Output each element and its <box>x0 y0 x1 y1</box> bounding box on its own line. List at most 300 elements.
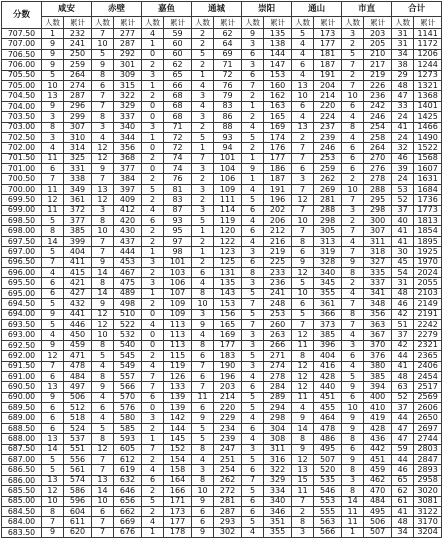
score-header: 分数 <box>2 2 42 29</box>
score-cell: 693.50 <box>2 319 42 329</box>
count-cell: 8 <box>242 267 264 277</box>
cumulative-cell: 574 <box>64 475 92 485</box>
count-cell: 48 <box>392 80 414 90</box>
count-cell: 12 <box>292 371 314 381</box>
cumulative-cell: 341 <box>364 288 392 298</box>
cumulative-cell: 203 <box>364 29 392 39</box>
cumulative-cell: 119 <box>214 216 242 226</box>
cumulative-cell: 206 <box>264 216 292 226</box>
cumulative-cell: 177 <box>314 39 342 49</box>
cumulative-cell: 298 <box>264 413 292 423</box>
cumulative-cell: 305 <box>314 226 342 236</box>
count-cell: 9 <box>42 527 64 537</box>
cumulative-cell: 428 <box>364 423 392 433</box>
count-cell: 2 <box>142 299 164 309</box>
cumulative-cell: 113 <box>164 330 192 340</box>
count-cell: 8 <box>292 351 314 361</box>
table-row <box>2 101 442 111</box>
cumulative-cell: 288 <box>314 205 342 215</box>
table-row <box>2 288 442 298</box>
cumulative-cell: 301 <box>114 60 142 70</box>
cumulative-cell: 72 <box>164 132 192 142</box>
score-cell: 703.00 <box>2 122 42 132</box>
count-cell: 38 <box>392 60 414 70</box>
cumulative-cell: 416 <box>314 361 342 371</box>
cumulative-cell: 315 <box>114 80 142 90</box>
score-cell: 707.00 <box>2 39 42 49</box>
count-subheader: 人数 <box>92 17 114 29</box>
cumulative-cell: 412 <box>114 205 142 215</box>
cumulative-cell: 253 <box>314 153 342 163</box>
cumulative-cell: 169 <box>264 122 292 132</box>
count-cell: 13 <box>292 465 314 475</box>
count-cell: 4 <box>242 434 264 444</box>
count-cell: 40 <box>392 216 414 226</box>
cumulative-cell: 366 <box>314 309 342 319</box>
count-cell: 3 <box>242 278 264 288</box>
cumulative-cell: 133 <box>164 382 192 392</box>
score-cell: 707.50 <box>2 29 42 39</box>
table-row <box>2 278 442 288</box>
cumulative-cell: 176 <box>264 143 292 153</box>
cumulative-cell: 298 <box>364 205 392 215</box>
count-cell: 3 <box>192 205 214 215</box>
table-header <box>2 2 442 29</box>
cumulative-cell: 142 <box>164 413 192 423</box>
count-subheader: 人数 <box>392 17 414 29</box>
score-cell: 699.00 <box>2 205 42 215</box>
cumulative-cell: 309 <box>114 70 142 80</box>
cumulative-cell: 270 <box>364 153 392 163</box>
cumulative-cell: 2569 <box>414 392 442 402</box>
cumulative-cell: 214 <box>214 392 242 402</box>
cumulative-cell: 430 <box>114 226 142 236</box>
count-cell: 3 <box>42 112 64 122</box>
cumulative-cell: 308 <box>264 434 292 444</box>
cumulative-cell: 376 <box>364 351 392 361</box>
count-cell: 6 <box>42 288 64 298</box>
cumulative-cell: 1490 <box>414 132 442 142</box>
cumulative-cell: 144 <box>264 49 292 59</box>
cumulative-cell: 329 <box>264 475 292 485</box>
cumulative-cell: 281 <box>314 195 342 205</box>
cumulative-cell: 143 <box>214 288 242 298</box>
count-cell: 4 <box>242 122 264 132</box>
score-cell: 688.00 <box>2 434 42 444</box>
cumulative-cell: 203 <box>214 382 242 392</box>
score-cell: 703.50 <box>2 112 42 122</box>
count-cell: 4 <box>142 319 164 329</box>
table-row <box>2 299 442 309</box>
count-cell: 9 <box>292 413 314 423</box>
count-cell: 6 <box>242 49 264 59</box>
count-cell: 0 <box>142 164 164 174</box>
score-cell: 686.00 <box>2 475 42 485</box>
count-cell: 6 <box>292 60 314 70</box>
cumulative-cell: 258 <box>364 132 392 142</box>
cumulative-cell: 66 <box>164 80 192 90</box>
cumulative-cell: 236 <box>364 91 392 101</box>
count-cell: 0 <box>142 49 164 59</box>
cumulative-cell: 459 <box>64 340 92 350</box>
cumulative-cell: 299 <box>64 112 92 122</box>
count-cell: 4 <box>192 278 214 288</box>
cumulative-cell: 216 <box>264 236 292 246</box>
count-cell: 1 <box>242 153 264 163</box>
count-cell: 30 <box>392 247 414 257</box>
cumulative-cell: 260 <box>264 319 292 329</box>
cumulative-cell: 2321 <box>414 340 442 350</box>
cumulative-cell: 68 <box>164 91 192 101</box>
cumulative-cell: 363 <box>364 319 392 329</box>
count-cell: 11 <box>342 517 364 527</box>
table-row <box>2 49 442 59</box>
score-cell: 687.00 <box>2 455 42 465</box>
cumulative-cell: 1522 <box>414 143 442 153</box>
count-cell: 7 <box>142 371 164 381</box>
cumulative-cell: 2242 <box>414 319 442 329</box>
cumulative-cell: 147 <box>264 60 292 70</box>
score-cell: 685.50 <box>2 486 42 496</box>
table-row <box>2 371 442 381</box>
cumulative-cell: 632 <box>114 475 142 485</box>
count-cell: 3 <box>192 164 214 174</box>
cumulative-cell: 173 <box>314 29 342 39</box>
cumulative-cell: 233 <box>264 267 292 277</box>
table-row <box>2 195 442 205</box>
cumulative-cell: 462 <box>364 475 392 485</box>
cumulative-cell: 397 <box>114 184 142 194</box>
count-cell: 7 <box>242 475 264 485</box>
cumulative-cell: 546 <box>314 486 342 496</box>
cumulative-cell: 340 <box>314 267 342 277</box>
count-cell: 46 <box>392 465 414 475</box>
count-cell: 24 <box>392 112 414 122</box>
count-cell: 6 <box>142 475 164 485</box>
table-row <box>2 330 442 340</box>
count-cell: 10 <box>342 184 364 194</box>
cumulative-cell: 119 <box>164 361 192 371</box>
count-cell: 7 <box>292 143 314 153</box>
cumulative-cell: 247 <box>214 444 242 454</box>
score-cell: 700.50 <box>2 174 42 184</box>
cumulative-cell: 293 <box>214 517 242 527</box>
count-cell: 13 <box>92 475 114 485</box>
cumulative-cell: 2024 <box>414 267 442 277</box>
cumulative-cell: 400 <box>364 392 392 402</box>
count-cell: 2 <box>142 91 164 101</box>
count-cell: 5 <box>92 351 114 361</box>
cumulative-cell: 284 <box>264 382 292 392</box>
header-row-subheaders <box>2 17 442 29</box>
count-cell: 41 <box>392 361 414 371</box>
cumulative-cell: 345 <box>314 278 342 288</box>
count-cell: 10 <box>92 330 114 340</box>
count-cell: 4 <box>192 80 214 90</box>
cumulative-cell: 106 <box>164 278 192 288</box>
cumulative-cell: 2406 <box>414 361 442 371</box>
count-cell: 5 <box>42 216 64 226</box>
table-row <box>2 319 442 329</box>
cumulative-cell: 302 <box>214 527 242 537</box>
count-cell: 6 <box>342 153 364 163</box>
count-cell: 3 <box>142 413 164 423</box>
count-cell: 5 <box>192 216 214 226</box>
cumulative-cell: 68 <box>164 112 192 122</box>
cumulative-cell: 1368 <box>414 91 442 101</box>
cumulative-cell: 2191 <box>414 309 442 319</box>
cumulative-cell: 177 <box>164 517 192 527</box>
score-cell: 704.50 <box>2 91 42 101</box>
cumulative-cell: 676 <box>114 527 142 537</box>
cumulative-cell: 331 <box>64 164 92 174</box>
table-row <box>2 39 442 49</box>
cumulative-cell: 328 <box>314 257 342 267</box>
score-cell: 699.50 <box>2 195 42 205</box>
cumulative-cell: 111 <box>214 195 242 205</box>
count-cell: 5 <box>242 132 264 142</box>
cumulative-cell: 580 <box>114 413 142 423</box>
count-cell: 4 <box>142 205 164 215</box>
count-cell: 6 <box>192 371 214 381</box>
count-cell: 7 <box>92 517 114 527</box>
cumulative-cell: 2744 <box>414 434 442 444</box>
count-cell: 5 <box>42 70 64 80</box>
cumulative-cell: 604 <box>64 506 92 516</box>
cumulative-cell: 307 <box>364 226 392 236</box>
score-cell: 686.50 <box>2 465 42 475</box>
cumulative-cell: 646 <box>114 486 142 496</box>
count-cell: 6 <box>242 226 264 236</box>
count-cell: 7 <box>42 517 64 527</box>
cumulative-cell: 453 <box>114 257 142 267</box>
cumulative-cell: 113 <box>164 319 192 329</box>
count-cell: 8 <box>292 517 314 527</box>
count-cell: 8 <box>92 112 114 122</box>
count-cell: 3 <box>242 247 264 257</box>
count-cell: 0 <box>142 112 164 122</box>
count-cell: 4 <box>342 330 364 340</box>
count-cell: 48 <box>392 371 414 381</box>
count-cell: 5 <box>92 49 114 59</box>
cumulative-cell: 158 <box>164 465 192 475</box>
cumulative-cell: 1244 <box>414 60 442 70</box>
count-cell: 4 <box>142 361 164 371</box>
score-cell: 691.50 <box>2 361 42 371</box>
count-cell: 6 <box>192 506 214 516</box>
count-cell: 6 <box>42 423 64 433</box>
score-cell: 694.50 <box>2 299 42 309</box>
count-cell: 1 <box>192 143 214 153</box>
table-row <box>2 361 442 371</box>
count-subheader: 人数 <box>292 17 314 29</box>
count-cell: 11 <box>342 506 364 516</box>
count-subheader: 人数 <box>342 17 364 29</box>
cumulative-cell: 486 <box>314 434 342 444</box>
region-header: 通山 <box>292 2 342 17</box>
cumulative-cell: 296 <box>64 101 92 111</box>
cumulative-cell: 612 <box>114 455 142 465</box>
count-cell: 6 <box>92 506 114 516</box>
table-row <box>2 132 442 142</box>
count-cell: 3 <box>42 132 64 142</box>
count-cell: 1 <box>142 132 164 142</box>
cumulative-cell: 69 <box>214 49 242 59</box>
cumulative-cell: 109 <box>164 299 192 309</box>
cumulative-cell: 120 <box>214 226 242 236</box>
cumulative-cell: 470 <box>364 486 392 496</box>
cumulative-cell: 1206 <box>414 49 442 59</box>
score-cell: 689.50 <box>2 403 42 413</box>
cumulative-cell: 144 <box>164 423 192 433</box>
cumulative-cell: 1925 <box>414 247 442 257</box>
count-cell: 11 <box>42 153 64 163</box>
cumulative-cell: 596 <box>64 496 92 506</box>
count-cell: 6 <box>192 403 214 413</box>
count-cell: 7 <box>42 174 64 184</box>
score-cell: 685.00 <box>2 496 42 506</box>
count-cell: 6 <box>292 247 314 257</box>
region-header: 通城 <box>192 2 242 17</box>
cumulative-cell: 327 <box>364 257 392 267</box>
count-cell: 9 <box>342 257 364 267</box>
region-header: 咸安 <box>42 2 92 17</box>
cumulative-cell: 60 <box>164 49 192 59</box>
cumulative-cell: 337 <box>114 112 142 122</box>
count-cell: 2 <box>142 226 164 236</box>
count-cell: 6 <box>292 299 314 309</box>
cumulative-cell: 537 <box>64 434 92 444</box>
table-row <box>2 413 442 423</box>
count-cell: 3 <box>92 122 114 132</box>
cumulative-cell: 450 <box>64 330 92 340</box>
cumulative-cell: 497 <box>64 382 92 392</box>
count-cell: 2 <box>142 486 164 496</box>
count-cell: 7 <box>292 184 314 194</box>
cumulative-cell: 269 <box>314 184 342 194</box>
cumulative-cell: 165 <box>264 112 292 122</box>
cumulative-cell: 101 <box>214 153 242 163</box>
cumulative-cell: 319 <box>314 247 342 257</box>
count-cell: 13 <box>42 382 64 392</box>
score-cell: 695.50 <box>2 278 42 288</box>
count-cell: 65 <box>392 475 414 485</box>
count-cell: 37 <box>392 330 414 340</box>
count-cell: 6 <box>342 392 364 402</box>
cumulative-cell: 242 <box>364 101 392 111</box>
count-cell: 5 <box>42 465 64 475</box>
score-cell: 690.00 <box>2 392 42 402</box>
count-cell: 6 <box>342 444 364 454</box>
count-cell: 6 <box>192 267 214 277</box>
count-cell: 4 <box>192 101 214 111</box>
cumulative-cell: 553 <box>314 496 342 506</box>
count-cell: 0 <box>142 101 164 111</box>
count-cell: 5 <box>242 403 264 413</box>
count-cell: 2 <box>192 29 214 39</box>
cumulative-cell: 101 <box>164 257 192 267</box>
count-cell: 9 <box>92 299 114 309</box>
count-cell: 2 <box>142 195 164 205</box>
count-cell: 10 <box>292 91 314 101</box>
count-cell: 4 <box>242 527 264 537</box>
cumulative-subheader: 累计 <box>164 17 192 29</box>
count-cell: 1 <box>142 434 164 444</box>
cumulative-cell: 532 <box>114 330 142 340</box>
count-cell: 2 <box>242 91 264 101</box>
count-subheader: 人数 <box>142 17 164 29</box>
cumulative-cell: 1141 <box>414 29 442 39</box>
count-cell: 7 <box>292 153 314 163</box>
count-cell: 3 <box>142 122 164 132</box>
cumulative-cell: 556 <box>64 455 92 465</box>
count-cell: 7 <box>92 247 114 257</box>
count-cell: 4 <box>342 236 364 246</box>
cumulative-cell: 2517 <box>414 382 442 392</box>
count-subheader: 人数 <box>242 17 264 29</box>
table-row <box>2 340 442 350</box>
count-cell: 11 <box>292 392 314 402</box>
count-cell: 6 <box>342 351 364 361</box>
count-cell: 29 <box>392 70 414 80</box>
count-cell: 6 <box>42 371 64 381</box>
count-cell: 5 <box>342 49 364 59</box>
count-cell: 8 <box>192 288 214 298</box>
score-cell: 684.00 <box>2 517 42 527</box>
cumulative-cell: 340 <box>264 496 292 506</box>
count-cell: 2 <box>342 174 364 184</box>
score-cell: 684.50 <box>2 506 42 516</box>
cumulative-subheader: 累计 <box>64 17 92 29</box>
count-cell: 4 <box>92 392 114 402</box>
count-cell: 4 <box>242 216 264 226</box>
cumulative-cell: 427 <box>64 288 92 298</box>
cumulative-cell: 145 <box>164 434 192 444</box>
score-cell: 688.50 <box>2 423 42 433</box>
count-cell: 5 <box>192 49 214 59</box>
cumulative-cell: 1425 <box>414 112 442 122</box>
count-cell: 6 <box>242 423 264 433</box>
count-cell: 12 <box>92 195 114 205</box>
table-row <box>2 527 442 537</box>
count-cell: 11 <box>292 486 314 496</box>
cumulative-cell: 605 <box>114 444 142 454</box>
count-cell: 9 <box>92 382 114 392</box>
count-cell: 8 <box>342 267 364 277</box>
cumulative-cell: 1813 <box>414 216 442 226</box>
count-cell: 5 <box>142 184 164 194</box>
cumulative-cell: 83 <box>214 101 242 111</box>
count-cell: 7 <box>92 236 114 246</box>
cumulative-cell: 106 <box>214 174 242 184</box>
cumulative-cell: 196 <box>264 195 292 205</box>
count-cell: 12 <box>92 143 114 153</box>
cumulative-cell: 287 <box>64 91 92 101</box>
count-cell: 5 <box>192 132 214 142</box>
cumulative-cell: 171 <box>164 496 192 506</box>
table-row <box>2 29 442 39</box>
count-cell: 5 <box>242 392 264 402</box>
score-cell: 705.50 <box>2 70 42 80</box>
cumulative-cell: 451 <box>314 392 342 402</box>
count-cell: 32 <box>392 143 414 153</box>
cumulative-cell: 246 <box>364 112 392 122</box>
cumulative-cell: 246 <box>314 143 342 153</box>
cumulative-cell: 1568 <box>414 153 442 163</box>
count-cell: 7 <box>92 527 114 537</box>
count-cell: 6 <box>242 496 264 506</box>
cumulative-cell: 253 <box>264 309 292 319</box>
